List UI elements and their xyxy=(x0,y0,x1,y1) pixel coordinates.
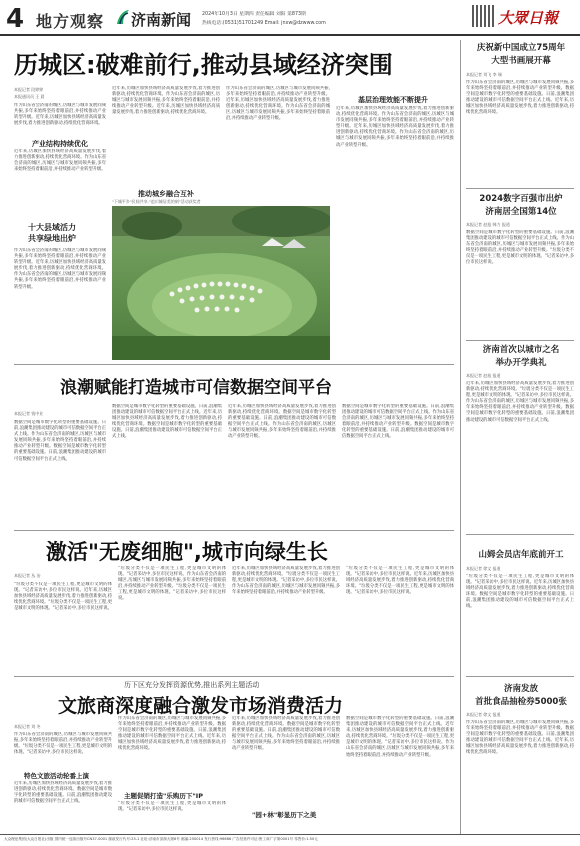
story4-col-2b: "垃圾分类不仅是一项民生工程,更是城市文明的体现。"记者采访中,多位市民这样说。 xyxy=(118,801,226,813)
story3-col-1: "垃圾分类不仅是一项民生工程,更是城市文明的体现。"记者采访中,多位市民这样说。近年来,历城区加快县域经济高质量发展步伐,着力推进创新驱动,持续优化营商环境。"垃圾分类不仅是一项民生工程,更是城市文明的体现。"记者采访中,多位市民这样说。 xyxy=(14,582,112,612)
masthead-logo: 大眾日報 xyxy=(498,9,559,27)
sidebar-title-5: 济南发放 首批食品抽检券5000张 xyxy=(475,684,567,707)
story4-kicker: 历下区充分发挥资源优势,推出系列主题活动 xyxy=(124,681,260,689)
issue-editor: 责任编辑 xyxy=(255,12,275,17)
issue-date: 2024年10月3日 xyxy=(202,12,238,17)
main-headline: 历城区:破难前行,推动县域经济突围 xyxy=(14,51,393,79)
main-sub-governance: 基层治理效能不断提升 xyxy=(358,96,428,104)
main-sub-industry: 产业结构持续优化 xyxy=(32,140,88,148)
story2-col-4: 数据空间是城市数字化转型的重要基础设施。日前,浪潮集团推动建设的城市可信数据空间平台正式上线。作为山东省会济南的城区,历城区与城市发展同频共振,多年来始终坚持着眼前沿,并持续推动产业转型升级。数据空间是城市数字化转型的重要基础设施。日前,浪潮集团推动建设的城市可信数据空间平台正式上线。 xyxy=(342,404,454,440)
sidebar-text-4: "垃圾分类不仅是一项民生工程,更是城市文明的体现。"记者采访中,多位市民这样说。近年来,历城区加快县域经济高质量发展步伐,着力推进创新驱动,持续优化营商环境。数据空间是城市数字化转型的重要基础设施。日前,浪潮集团推动建设的城市可信数据空间平台正式上线。 xyxy=(466,574,574,610)
photo-caption-title: 推动城乡融合互补 xyxy=(138,190,194,198)
sidebar-byline-1: 本报记者 刘飞 李 瑞 xyxy=(466,72,502,77)
main-photo xyxy=(112,206,330,360)
contact-info xyxy=(202,19,326,26)
page-header xyxy=(0,0,580,36)
story4-col-2: 作为山东省会济南的城区,历城区与城市发展同频共振,多年来始终坚持着眼前沿,并持续推动产业转型升级。数据空间是城市数字化转型的重要基础设施。日前,浪潮集团推动建设的城市可信数据空间平台正式上线。近年来,历城区加快县域经济高质量发展步伐,着力推进创新驱动,持续优化营商环境。 xyxy=(118,716,226,752)
sidebar-byline-3: 本报记者 赵旭 报道 xyxy=(466,373,501,378)
story4-byline: 本报记者 刘 冬 xyxy=(14,724,41,729)
story2-col-2: 数据空间是城市数字化转型的重要基础设施。日前,浪潮集团推动建设的城市可信数据空间平台正式上线。近年来,历城区加快县域经济高质量发展步伐,着力推进创新驱动,持续优化营商环境。数据空间是城市数字化转型的重要基础设施。日前,浪潮集团推动建设的城市可信数据空间平台正式上线。 xyxy=(112,404,222,440)
story2-headline: 浪潮赋能打造城市可信数据空间平台 xyxy=(60,378,332,398)
main-byline-2: 本报通讯员 王 晨 xyxy=(14,94,45,99)
footer-imprint: 大众理论集团(大众日报社)出版 国内统一连续出版号CN37-0001 邮政发行代号:23-1 社址:济南市泺源大街6号 邮编:250014 发行热线:96666 广告经营许可证:鲁工商广字第0001号 零售价:1.50元 xyxy=(4,837,318,841)
section-title: 地方观察 xyxy=(36,12,105,31)
main-byline-1: 本报记者 段婷婷 xyxy=(14,87,44,92)
sidebar-text-5: 作为山东省会济南的城区,历城区与城市发展同频共振,多年来始终坚持着眼前沿,并持续推动产业转型升级。数据空间是城市数字化转型的重要基础设施。日前,浪潮集团推动建设的城市可信数据空间平台正式上线。近年来,历城区加快县域经济高质量发展步伐,着力推进创新驱动,持续优化营商环境。 xyxy=(466,720,574,756)
main-col-4-text: 近年来,历城区加快县域经济高质量发展步伐,着力推进创新驱动,持续优化营商环境。作为山东省会济南的城区,历城区与城市发展同频共振,多年来始终坚持着眼前沿,并持续推动产业转型升级。近年来,历城区加快县域经济高质量发展步伐,着力推进创新驱动,持续优化营商环境。作为山东省会济南的城区,历城区与城市发展同频共振,多年来始终坚持着眼前沿,并持续推动产业转型升级。 xyxy=(336,106,454,148)
main-col-2-text: 近年来,历城区加快县域经济高质量发展步伐,着力推进创新驱动,持续优化营商环境。作为山东省会济南的城区,历城区与城市发展同频共振,多年来始终坚持着眼前沿,并持续推动产业转型升级。近年来,历城区加快县域经济高质量发展步伐,着力推进创新驱动,持续优化营商环境。 xyxy=(112,86,220,116)
story3-col-3: 近年来,历城区加快县域经济高质量发展步伐,着力推进创新驱动,持续优化营商环境。"垃圾分类不仅是一项民生工程,更是城市文明的体现。"记者采访中,多位市民这样说。作为山东省会济南的城区,历城区与城市发展同频共振,多年来始终坚持着眼前沿,并持续推动产业转型升级。 xyxy=(232,566,340,596)
story4-col-3: 近年来,历城区加快县域经济高质量发展步伐,着力推进创新驱动,持续优化营商环境。数据空间是城市数字化转型的重要基础设施。日前,浪潮集团推动建设的城市可信数据空间平台正式上线。作为山东省会济南的城区,历城区与城市发展同频共振,多年来始终坚持着眼前沿,并持续推动产业转型升级。 xyxy=(232,716,340,752)
issue-info xyxy=(202,10,306,17)
sidebar-byline-2: 本报记者 赵旭 韩力 报道 xyxy=(466,222,510,227)
sidebar-title-3: 济南首次以城市之名 举办开学典礼 xyxy=(482,345,560,368)
sidebar-text-2: 数据空间是城市数字化转型的重要基础设施。日前,浪潮集团推动建设的城市可信数据空间平台正式上线。作为山东省会济南的城区,历城区与城市发展同频共振,多年来始终坚持着眼前沿,并持续推动产业转型升级。"垃圾分类不仅是一项民生工程,更是城市文明的体现。"记者采访中,多位市民这样说。 xyxy=(466,230,574,266)
sidebar-title-1: 庆祝新中国成立75周年 大型书画展开幕 xyxy=(476,43,566,66)
sidebar-text-1: 作为山东省会济南的城区,历城区与城市发展同频共振,多年来始终坚持着眼前沿,并持续推动产业转型升级。数据空间是城市数字化转型的重要基础设施。日前,浪潮集团推动建设的城市可信数据空间平台正式上线。近年来,历城区加快县域经济高质量发展步伐,着力推进创新驱动,持续优化营商环境。 xyxy=(466,80,574,116)
story2-byline: 本报记者 钱中业 xyxy=(14,411,44,416)
story3-byline: 本报记者 丛 冶 xyxy=(14,573,41,578)
page-number: 4 xyxy=(6,4,25,34)
column-logo: 济南新闻 xyxy=(131,11,192,29)
issue-number: 第873期 xyxy=(287,12,306,17)
issue-editor-name: 刘阳 xyxy=(275,12,286,17)
issue-weekday: 星期四 xyxy=(239,12,254,17)
hotline: 热线电话:(0531)51701249 xyxy=(202,21,264,26)
story3-headline: 激活"无废细胞",城市向绿生长 xyxy=(46,540,328,564)
main-sub-green: 十大县域活力 共享绿地出炉 xyxy=(28,223,76,243)
city-logo-icon xyxy=(115,8,131,26)
email: Email: jnxw@dzwww.com xyxy=(264,21,326,26)
main-col-1b-text: 近年来,历城区加快县域经济高质量发展步伐,着力推进创新驱动,持续优化营商环境。作为山东省会济南的城区,历城区与城市发展同频共振,多年来始终坚持着眼前沿,并持续推动产业转型升级。 xyxy=(14,149,106,173)
sidebar-title-2: 2024数字百强市出炉 济南居全国第14位 xyxy=(479,194,563,217)
story2-col-3: 近年来,历城区加快县域经济高质量发展步伐,着力推进创新驱动,持续优化营商环境。数据空间是城市数字化转型的重要基础设施。日前,浪潮集团推动建设的城市可信数据空间平台正式上线。作为山东省会济南的城区,历城区与城市发展同频共振,多年来始终坚持着眼前沿,并持续推动产业转型升级。 xyxy=(228,404,336,440)
main-col-1c-text: 作为山东省会济南的城区,历城区与城市发展同频共振,多年来始终坚持着眼前沿,并持续推动产业转型升级。近年来,历城区加快县域经济高质量发展步伐,着力推进创新驱动,持续优化营商环境。作为山东省会济南的城区,历城区与城市发展同频共振,多年来始终坚持着眼前沿,并持续推动产业转型升级。 xyxy=(14,248,106,290)
sidebar-byline-5: 本报记者 徐文 报道 xyxy=(466,712,501,717)
story4-col-1: 作为山东省会济南的城区,历城区与城市发展同频共振,多年来始终坚持着眼前沿,并持续推动产业转型升级。"垃圾分类不仅是一项民生工程,更是城市文明的体现。"记者采访中,多位市民这样说。 xyxy=(14,732,112,756)
main-col-1-text: 作为山东省会济南的城区,历城区与城市发展同频共振,多年来始终坚持着眼前沿,并持续推动产业转型升级。近年来,历城区加快县域经济高质量发展步伐,着力推进创新驱动,持续优化营商环境。 xyxy=(14,103,106,127)
sidebar-title-4: 山姆会员店年底前开工 xyxy=(478,550,564,560)
story3-col-4: "垃圾分类不仅是一项民生工程,更是城市文明的体现。"记者采访中,多位市民这样说。近年来,历城区加快县域经济高质量发展步伐,着力推进创新驱动,持续优化营商环境。"垃圾分类不仅是一项民生工程,更是城市文明的体现。"记者采访中,多位市民这样说。 xyxy=(346,566,454,596)
photo-credit: "下城平乡"民间共享,"追川城居美的刻"活动获奖者 xyxy=(112,199,201,204)
sidebar-byline-4: 本报记者 徐文 报道 xyxy=(466,566,501,571)
story4-headline: 文旅商深度融合激发市场消费活力 xyxy=(58,695,344,717)
story3-col-2: "垃圾分类不仅是一项民生工程,更是城市文明的体现。"记者采访中,多位市民这样说。作为山东省会济南的城区,历城区与城市发展同频共振,多年来始终坚持着眼前沿,并持续推动产业转型升级。"垃圾分类不仅是一项民生工程,更是城市文明的体现。"记者采访中,多位市民这样说。 xyxy=(118,566,226,602)
main-col-3-text: 作为山东省会济南的城区,历城区与城市发展同频共振,多年来始终坚持着眼前沿,并持续推动产业转型升级。近年来,历城区加快县域经济高质量发展步伐,着力推进创新驱动,持续优化营商环境。作为山东省会济南的城区,历城区与城市发展同频共振,多年来始终坚持着眼前沿,并持续推动产业转型升级。 xyxy=(226,86,330,122)
story4-sub-garden: "园+林"彰显历下之美 xyxy=(252,811,317,819)
qr-code-icon xyxy=(472,5,494,27)
sidebar-text-3: 近年来,历城区加快县域经济高质量发展步伐,着力推进创新驱动,持续优化营商环境。"垃圾分类不仅是一项民生工程,更是城市文明的体现。"记者采访中,多位市民这样说。作为山东省会济南的城区,历城区与城市发展同频共振,多年来始终坚持着眼前沿,并持续推动产业转型升级。数据空间是城市数字化转型的重要基础设施。日前,浪潮集团推动建设的城市可信数据空间平台正式上线。 xyxy=(466,381,574,423)
story4-sub-promo: 主题促销打造"乐购历下"IP xyxy=(124,792,203,800)
story4-sub-activities: 特色文旅活动轮番上演 xyxy=(24,772,89,780)
story4-col-1b: 近年来,历城区加快县域经济高质量发展步伐,着力推进创新驱动,持续优化营商环境。数据空间是城市数字化转型的重要基础设施。日前,浪潮集团推动建设的城市可信数据空间平台正式上线。 xyxy=(14,781,112,805)
story4-col-4: 数据空间是城市数字化转型的重要基础设施。日前,浪潮集团推动建设的城市可信数据空间平台正式上线。近年来,历城区加快县域经济高质量发展步伐,着力推进创新驱动,持续优化营商环境。"垃圾分类不仅是一项民生工程,更是城市文明的体现。"记者采访中,多位市民这样说。作为山东省会济南的城区,历城区与城市发展同频共振,多年来始终坚持着眼前沿,并持续推动产业转型升级。 xyxy=(346,716,454,758)
story2-col-1: 数据空间是城市数字化转型的重要基础设施。日前,浪潮集团推动建设的城市可信数据空间平台正式上线。作为山东省会济南的城区,历城区与城市发展同频共振,多年来始终坚持着眼前沿,并持续推动产业转型升级。数据空间是城市数字化转型的重要基础设施。日前,浪潮集团推动建设的城市可信数据空间平台正式上线。 xyxy=(14,420,106,462)
